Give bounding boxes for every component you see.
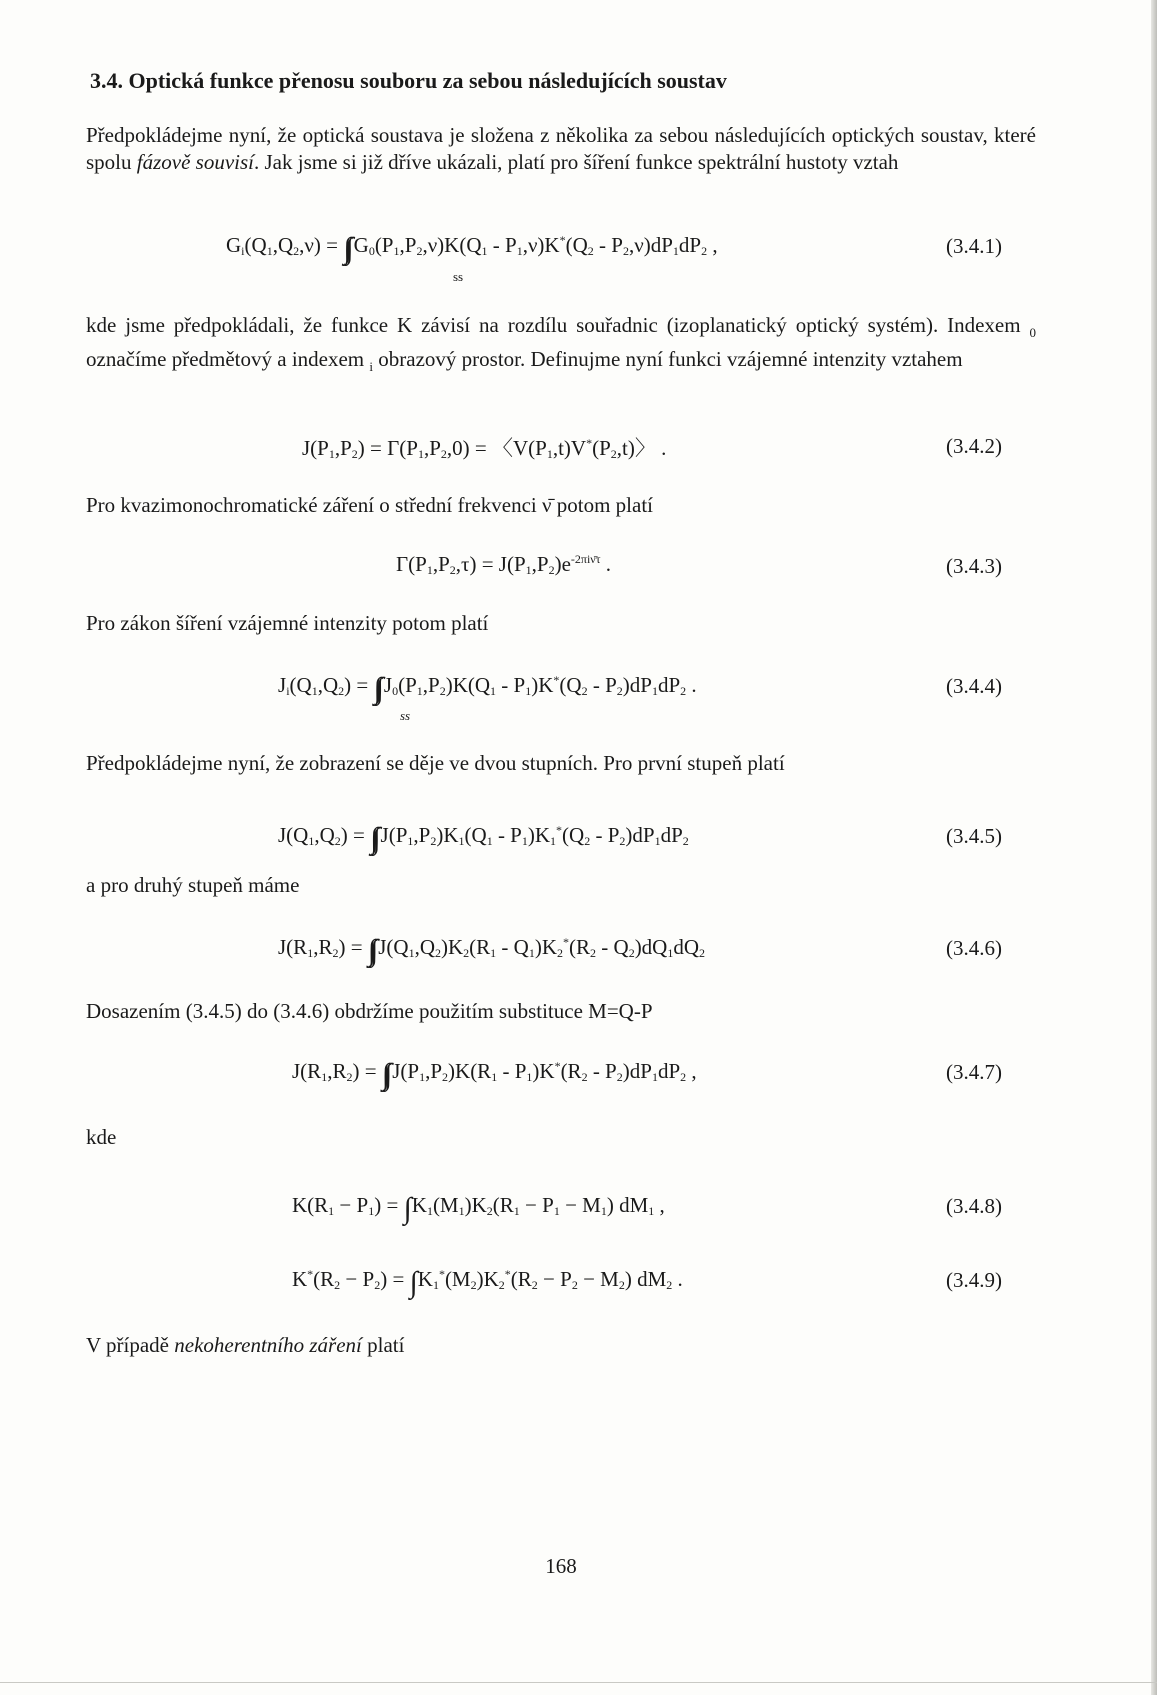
equation-number-3-4-9: (3.4.9) xyxy=(946,1268,1002,1292)
paragraph-incoherent xyxy=(86,1332,1036,1359)
equation-number-3-4-7: (3.4.7) xyxy=(946,1060,1002,1084)
equation-3-4-1-domain: ss xyxy=(453,269,464,284)
paragraph-quasimonochromatic-text-b: potom platí xyxy=(551,493,653,517)
paragraph-intro xyxy=(86,122,1036,176)
equation-3-4-9: $K^*(R_2 - P_2)$ = ∫ $K_1^*(M_2)K_2^*(R_2 - P_2 - M_2)$ $dM_2$ . xyxy=(292,1266,683,1299)
paragraph-kernel-text-b: označíme předmětový a indexem xyxy=(86,347,365,372)
paragraph-kernel xyxy=(86,312,1036,380)
equation-3-4-7: $J(R_1,R_2)$ = ∫∫ $J(P_1,P_2)K(R_1 - P_1)K^*(R_2 - P_2)dP_1dP_2$ , xyxy=(292,1058,697,1091)
equation-3-4-5: $J(Q_1,Q_2)$ = ∫∫ $J(P_1,P_2)K_1(Q_1 - P_1)K_1^*(Q_2 - P_2)dP_1dP_2$ xyxy=(278,822,689,855)
paragraph-substitution: Dosazením (3.4.5) do (3.4.6) obdržíme použitím substituce M=Q-P xyxy=(86,999,653,1023)
mean-frequency-symbol: ν̄ xyxy=(542,493,552,517)
equation-number-3-4-3: (3.4.3) xyxy=(946,554,1002,578)
paragraph-intro-text-a: Předpokládejme nyní, že optická soustava je složena z několika za sebou následujících optických soustav, které spolu xyxy=(86,123,1036,174)
paragraph-where: kde xyxy=(86,1125,117,1149)
paragraph-quasimonochromatic xyxy=(86,492,1036,519)
index-object-space: 0 xyxy=(1029,325,1037,341)
equation-3-4-8: $K(R_1 - P_1)$ = ∫ $K_1(M_1)K_2(R_1 - P_1 - M_1)$ $dM_1$ , xyxy=(292,1192,665,1225)
index-image-space: i xyxy=(369,359,374,375)
section-heading: 3.4. Optická funkce přenosu souboru za sebou následujících soustav xyxy=(90,68,727,93)
bottom-rule xyxy=(0,1682,1157,1683)
scan-edge xyxy=(1151,0,1157,1695)
paragraph-intro-text-b: . Jak jsme si již dříve ukázali, platí pro šíření funkce spektrální hustoty vztah xyxy=(254,150,899,174)
paragraph-intro-emphasis: fázově souvisí xyxy=(136,150,254,174)
equation-number-3-4-1: (3.4.1) xyxy=(946,234,1002,258)
equation-3-4-4-domain: ss xyxy=(400,708,411,723)
equation-number-3-4-2: (3.4.2) xyxy=(946,434,1002,458)
equation-3-4-6: $J(R_1,R_2)$ = ∫∫ $J(Q_1,Q_2)K_2(R_1 - Q_1)K_2^*(R_2 - Q_2)dQ_1dQ_2$ xyxy=(278,934,706,967)
paragraph-propagation-law: Pro zákon šíření vzájemné intenzity potom platí xyxy=(86,611,489,635)
equation-3-4-2: $J(P_1,P_2) = \Gamma(P_1,P_2,0)$ = 〈$V(P_1,t)V^*(P_2,t)$〉 . xyxy=(302,436,667,461)
equation-number-3-4-8: (3.4.8) xyxy=(946,1194,1002,1218)
page-number: 168 xyxy=(545,1554,577,1578)
equation-number-3-4-4: (3.4.4) xyxy=(946,674,1002,698)
equation-3-4-4: $J_i(Q_1,Q_2)$ = ∫∫ $J_0(P_1,P_2)K(Q_1 - P_1)K^*(Q_2 - P_2)dP_1dP_2$ . xyxy=(278,672,697,705)
paragraph-kernel-text-c: obrazový prostor. Definujme nyní funkci vzájemné intenzity vztahem xyxy=(378,347,963,372)
paragraph-incoherent-emphasis: nekoherentního záření xyxy=(174,1333,362,1357)
equation-3-4-3: $\Gamma(P_1,P_2,\tau) = J(P_1,P_2)e^{-2\pi i\nū\tau}$ . xyxy=(396,552,612,577)
paragraph-two-stages: Předpokládejme nyní, že zobrazení se děje ve dvou stupních. Pro první stupeň platí xyxy=(86,751,785,775)
equation-number-3-4-6: (3.4.6) xyxy=(946,936,1002,960)
paragraph-incoherent-text-b: platí xyxy=(361,1333,405,1357)
equation-number-3-4-5: (3.4.5) xyxy=(946,824,1002,848)
paragraph-quasimonochromatic-text-a: Pro kvazimonochromatické záření o střední frekvenci xyxy=(86,493,542,517)
paragraph-incoherent-text-a: V případě xyxy=(86,1333,175,1357)
paragraph-kernel-text-a: kde jsme předpokládali, že funkce K závisí na rozdílu souřadnic (izoplanatický optický systém). Indexem xyxy=(86,313,1021,337)
paragraph-second-stage: a pro druhý stupeň máme xyxy=(86,873,300,897)
equation-3-4-1: $G_i(Q_1,Q_2,\nu)$ = ∫∫ $G_0(P_1,P_2,\nu)K(Q_1 - P_1,\nu)K^*(Q_2 - P_2,\nu)dP_1dP_2$ , xyxy=(226,232,718,265)
